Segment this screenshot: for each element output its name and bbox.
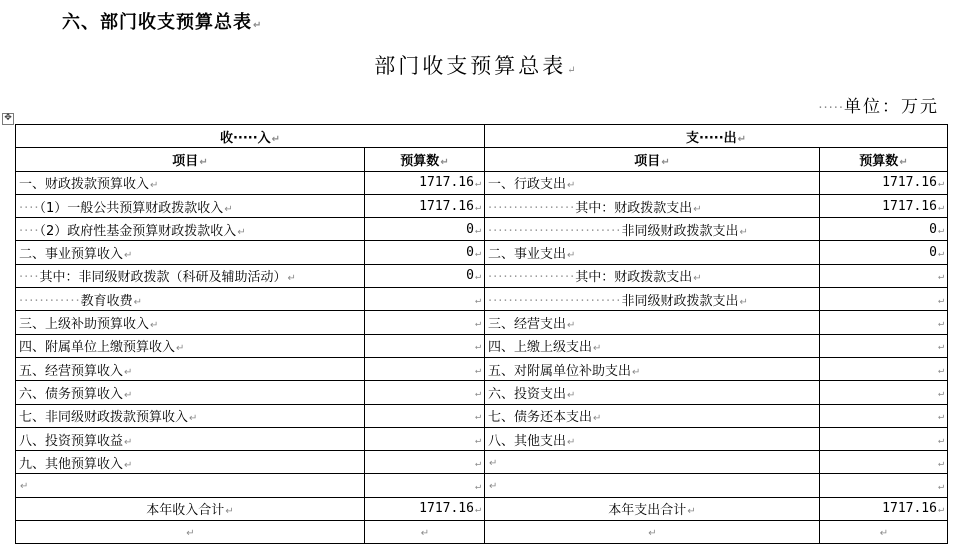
income-budget: ↵ <box>365 288 485 311</box>
income-budget: ↵ <box>365 474 485 497</box>
income-item: 五、经营预算收入↵ <box>16 357 365 380</box>
expense-item: 六、投资支出↵ <box>485 381 820 404</box>
income-item: ↵ <box>16 474 365 497</box>
expense-item: ·················其中：财政拨款支出↵ <box>485 264 820 287</box>
blank-cell-1: ↵ <box>16 521 365 544</box>
expense-budget: ↵ <box>820 381 948 404</box>
table-row <box>16 357 948 380</box>
expense-budget: 0↵ <box>820 218 948 241</box>
income-item-header: 项目↵ <box>16 148 365 171</box>
expense-item: ··························非同级财政拨款支出↵ <box>485 288 820 311</box>
expense-item: ↵ <box>485 474 820 497</box>
income-total-value: 1717.16↵ <box>365 497 485 520</box>
expense-item: 八、其他支出↵ <box>485 427 820 450</box>
expense-item: 四、上缴上级支出↵ <box>485 334 820 357</box>
income-total-label: 本年收入合计↵ <box>16 497 365 520</box>
income-item: 九、其他预算收入↵ <box>16 451 365 474</box>
expense-budget: ↵ <box>820 357 948 380</box>
income-item: 一、财政拨款预算收入↵ <box>16 171 365 194</box>
income-budget: ↵ <box>365 311 485 334</box>
total-row <box>16 497 948 520</box>
income-budget: ↵ <box>365 357 485 380</box>
income-group-header: 收·····入↵ <box>16 125 485 148</box>
income-item: 七、非同级财政拨款预算收入↵ <box>16 404 365 427</box>
expense-budget: 1717.16↵ <box>820 171 948 194</box>
income-budget: 0↵ <box>365 218 485 241</box>
expense-budget-header: 预算数↵ <box>820 148 948 171</box>
expense-item: 一、行政支出↵ <box>485 171 820 194</box>
expense-item: 三、经营支出↵ <box>485 311 820 334</box>
table-row <box>16 404 948 427</box>
expense-item: ·················其中：财政拨款支出↵ <box>485 194 820 217</box>
income-item: ····其中：非同级财政拨款（科研及辅助活动）↵ <box>16 264 365 287</box>
expense-item: 五、对附属单位补助支出↵ <box>485 357 820 380</box>
income-budget: ↵ <box>365 334 485 357</box>
income-item: ············教育收费↵ <box>16 288 365 311</box>
blank-row <box>16 521 948 544</box>
expense-budget: ↵ <box>820 404 948 427</box>
table-row <box>16 474 948 497</box>
income-item: ····（2）政府性基金预算财政拨款收入↵ <box>16 218 365 241</box>
table-row <box>16 311 948 334</box>
income-budget: 1717.16↵ <box>365 194 485 217</box>
expense-budget: ↵ <box>820 288 948 311</box>
income-item: 八、投资预算收益↵ <box>16 427 365 450</box>
expense-budget: ↵ <box>820 311 948 334</box>
income-budget: ↵ <box>365 381 485 404</box>
expense-item-header: 项目↵ <box>485 148 820 171</box>
income-budget: ↵ <box>365 427 485 450</box>
expense-group-header: 支·····出↵ <box>485 125 948 148</box>
income-item: 三、上级补助预算收入↵ <box>16 311 365 334</box>
unit-label: ·····单位：万元 <box>818 97 939 117</box>
income-item: 六、债务预算收入↵ <box>16 381 365 404</box>
table-row <box>16 194 948 217</box>
blank-cell-2: ↵ <box>365 521 485 544</box>
section-heading: 六、部门收支预算总表↵ <box>62 12 263 33</box>
income-budget-header: 预算数↵ <box>365 148 485 171</box>
expense-item: 二、事业支出↵ <box>485 241 820 264</box>
expense-item: ↵ <box>485 451 820 474</box>
income-item: 二、事业预算收入↵ <box>16 241 365 264</box>
expense-budget: ↵ <box>820 427 948 450</box>
table-row <box>16 171 948 194</box>
blank-cell-3: ↵ <box>485 521 820 544</box>
table-move-handle-icon[interactable]: ✥ <box>2 113 14 125</box>
income-budget: ↵ <box>365 451 485 474</box>
expense-budget: ↵ <box>820 334 948 357</box>
blank-cell-4: ↵ <box>820 521 948 544</box>
table-title: 部门收支预算总表↵ <box>374 54 579 78</box>
expense-budget: 0↵ <box>820 241 948 264</box>
expense-total-label: 本年支出合计↵ <box>485 497 820 520</box>
income-budget: 0↵ <box>365 264 485 287</box>
income-budget: 1717.16↵ <box>365 171 485 194</box>
expense-total-value: 1717.16↵ <box>820 497 948 520</box>
expense-budget: ↵ <box>820 451 948 474</box>
income-budget: 0↵ <box>365 241 485 264</box>
table-row <box>16 427 948 450</box>
table-row <box>16 451 948 474</box>
expense-budget: ↵ <box>820 474 948 497</box>
table-row <box>16 288 948 311</box>
table-row <box>16 218 948 241</box>
expense-budget: ↵ <box>820 264 948 287</box>
expense-item: ··························非同级财政拨款支出↵ <box>485 218 820 241</box>
column-header-row <box>16 148 948 171</box>
budget-table <box>15 124 948 544</box>
table-row <box>16 264 948 287</box>
expense-budget: 1717.16↵ <box>820 194 948 217</box>
group-header-row <box>16 125 948 148</box>
table-row <box>16 241 948 264</box>
income-item: ····（1）一般公共预算财政拨款收入↵ <box>16 194 365 217</box>
expense-item: 七、债务还本支出↵ <box>485 404 820 427</box>
income-item: 四、附属单位上缴预算收入↵ <box>16 334 365 357</box>
table-row <box>16 334 948 357</box>
income-budget: ↵ <box>365 404 485 427</box>
table-row <box>16 381 948 404</box>
